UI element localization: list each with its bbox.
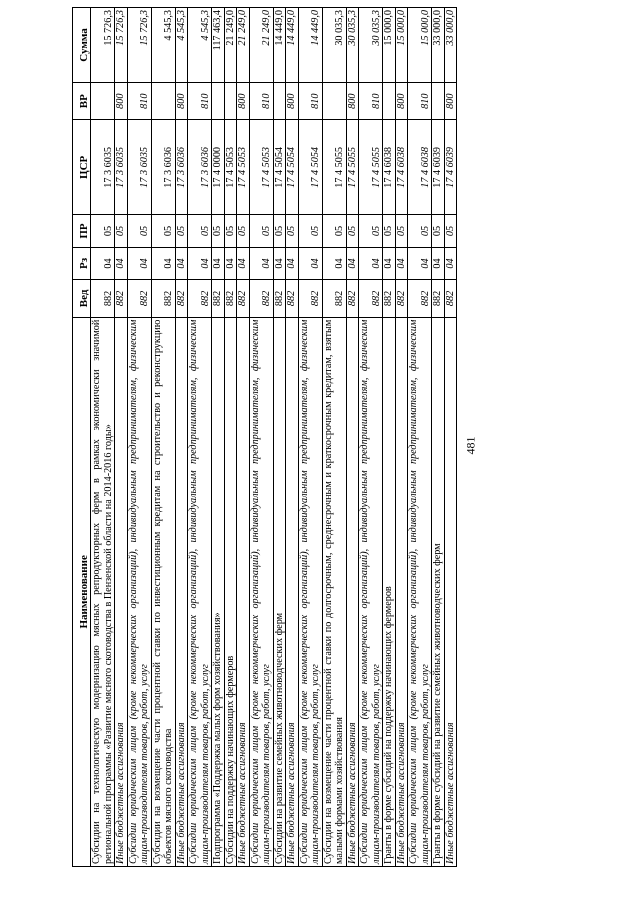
cell-sum: 33 000,0 (444, 8, 457, 83)
cell-name: Иные бюджетные ассигнования (286, 317, 299, 866)
header-vr: ВР (73, 82, 91, 119)
cell-vr: 810 (298, 82, 322, 119)
cell-name: Субсидии юридическим лицам (кроме некоммерческих организаций), индивидуальным предпринимателям, физическим лицам-производителям товаров, работ, услуг (249, 317, 273, 866)
cell-vr (224, 82, 237, 119)
cell-sum: 30 035,3 (359, 8, 383, 83)
cell-pr: 05 (359, 215, 383, 247)
table-row (346, 8, 359, 867)
table-row (127, 8, 151, 867)
table-row (175, 8, 188, 867)
cell-pr: 05 (286, 215, 299, 247)
cell-csr: 17 4 6038 (408, 120, 432, 215)
header-rz: Рз (73, 247, 91, 279)
table-header-row (73, 8, 91, 867)
cell-csr: 17 4 5055 (322, 120, 346, 215)
cell-name: Субсидии на технологическую модернизацию мясных репродукторных ферм в рамках экономически значимой региональной программы «Развитие мясного скотоводства в Пензенской области на 2014-2016 годы» (91, 317, 115, 866)
cell-ved: 882 (432, 280, 445, 317)
cell-vr (322, 82, 346, 119)
cell-rz: 04 (115, 247, 128, 279)
cell-rz: 04 (286, 247, 299, 279)
budget-table (72, 7, 457, 867)
cell-ved: 882 (188, 280, 212, 317)
cell-ved: 882 (237, 280, 250, 317)
cell-name: Гранты в форме субсидий на развитие семейных животноводческих ферм (432, 317, 445, 866)
cell-rz: 04 (359, 247, 383, 279)
cell-rz: 04 (432, 247, 445, 279)
table-row (212, 8, 225, 867)
cell-vr (432, 82, 445, 119)
cell-ved: 882 (151, 280, 175, 317)
cell-name: Иные бюджетные ассигнования (346, 317, 359, 866)
table-row (286, 8, 299, 867)
cell-sum: 4 545,3 (175, 8, 188, 83)
cell-pr: 05 (151, 215, 175, 247)
cell-pr: 05 (115, 215, 128, 247)
cell-name: Иные бюджетные ассигнования (395, 317, 408, 866)
header-ved: Вед (73, 280, 91, 317)
cell-sum: 4 545,3 (188, 8, 212, 83)
cell-sum: 15 726,3 (127, 8, 151, 83)
header-csr: ЦСР (73, 120, 91, 215)
cell-name: Иные бюджетные ассигнования (237, 317, 250, 866)
cell-rz: 04 (127, 247, 151, 279)
cell-ved: 882 (224, 280, 237, 317)
cell-csr: 17 3 6036 (175, 120, 188, 215)
cell-rz: 04 (91, 247, 115, 279)
cell-pr: 05 (224, 215, 237, 247)
table-row (298, 8, 322, 867)
cell-vr: 800 (175, 82, 188, 119)
cell-sum: 15 000,0 (408, 8, 432, 83)
cell-ved: 882 (273, 280, 286, 317)
cell-sum: 21 249,0 (249, 8, 273, 83)
cell-vr: 800 (286, 82, 299, 119)
cell-rz: 04 (273, 247, 286, 279)
cell-pr: 05 (432, 215, 445, 247)
cell-rz: 04 (322, 247, 346, 279)
table-row (359, 8, 383, 867)
cell-csr: 17 4 5055 (359, 120, 383, 215)
cell-vr: 800 (444, 82, 457, 119)
cell-ved: 882 (395, 280, 408, 317)
table-body (91, 8, 457, 867)
cell-vr (273, 82, 286, 119)
cell-csr: 17 4 5053 (224, 120, 237, 215)
cell-sum: 4 545,3 (151, 8, 175, 83)
cell-name: Иные бюджетные ассигнования (115, 317, 128, 866)
cell-vr: 810 (359, 82, 383, 119)
cell-ved: 882 (127, 280, 151, 317)
cell-vr: 810 (408, 82, 432, 119)
header-sum: Сумма (73, 8, 91, 83)
cell-ved: 882 (175, 280, 188, 317)
cell-rz: 04 (224, 247, 237, 279)
cell-rz: 04 (175, 247, 188, 279)
cell-csr: 17 4 6039 (432, 120, 445, 215)
header-pr: ПР (73, 215, 91, 247)
cell-name: Иные бюджетные ассигнования (444, 317, 457, 866)
cell-vr (383, 82, 396, 119)
cell-rz: 04 (395, 247, 408, 279)
table-row (322, 8, 346, 867)
cell-pr: 05 (408, 215, 432, 247)
table-row (383, 8, 396, 867)
cell-csr: 17 4 5054 (286, 120, 299, 215)
cell-csr: 17 4 5053 (237, 120, 250, 215)
table-row (273, 8, 286, 867)
cell-vr (212, 82, 225, 119)
cell-rz: 04 (346, 247, 359, 279)
cell-ved: 882 (249, 280, 273, 317)
cell-name: Подпрограмма «Поддержка малых форм хозяйствования» (212, 317, 225, 866)
table-row (408, 8, 432, 867)
cell-sum: 14 449,0 (273, 8, 286, 83)
table-row (237, 8, 250, 867)
table-row (115, 8, 128, 867)
cell-rz: 04 (298, 247, 322, 279)
cell-csr: 17 4 6038 (395, 120, 408, 215)
cell-rz: 04 (249, 247, 273, 279)
cell-csr: 17 4 5054 (273, 120, 286, 215)
cell-ved: 882 (298, 280, 322, 317)
cell-ved: 882 (115, 280, 128, 317)
cell-pr: 05 (237, 215, 250, 247)
cell-csr: 17 3 6036 (188, 120, 212, 215)
cell-csr: 17 4 0000 (212, 120, 225, 215)
cell-vr: 810 (127, 82, 151, 119)
cell-pr: 05 (127, 215, 151, 247)
cell-name: Субсидии юридическим лицам (кроме некоммерческих организаций), индивидуальным предпринимателям, физическим лицам-производителям товаров, работ, услуг (359, 317, 383, 866)
cell-pr: 05 (273, 215, 286, 247)
cell-pr: 05 (298, 215, 322, 247)
cell-csr: 17 3 6035 (115, 120, 128, 215)
cell-sum: 117 463,4 (212, 8, 225, 83)
cell-name: Субсидии юридическим лицам (кроме некоммерческих организаций), индивидуальным предпринимателям, физическим лицам-производителям товаров, работ, услуг (408, 317, 432, 866)
cell-sum: 15 726,3 (115, 8, 128, 83)
cell-csr: 17 3 6035 (127, 120, 151, 215)
cell-csr: 17 4 5053 (249, 120, 273, 215)
cell-csr: 17 4 6039 (444, 120, 457, 215)
cell-pr: 05 (188, 215, 212, 247)
table-row (188, 8, 212, 867)
cell-vr: 800 (395, 82, 408, 119)
cell-sum: 21 249,0 (237, 8, 250, 83)
cell-name: Иные бюджетные ассигнования (175, 317, 188, 866)
cell-rz: 04 (151, 247, 175, 279)
table-row (395, 8, 408, 867)
cell-pr: 05 (249, 215, 273, 247)
cell-ved: 882 (346, 280, 359, 317)
table-row (151, 8, 175, 867)
cell-name: Субсидии юридическим лицам (кроме некоммерческих организаций), индивидуальным предпринимателям, физическим лицам-производителям товаров, работ, услуг (188, 317, 212, 866)
table-row (224, 8, 237, 867)
cell-name: Субсидии юридическим лицам (кроме некоммерческих организаций), индивидуальным предпринимателям, физическим лицам-производителям товаров, работ, услуг (298, 317, 322, 866)
cell-pr: 05 (383, 215, 396, 247)
cell-ved: 882 (359, 280, 383, 317)
cell-vr: 810 (188, 82, 212, 119)
cell-csr: 17 4 5054 (298, 120, 322, 215)
cell-ved: 882 (322, 280, 346, 317)
header-name: Наименование (73, 317, 91, 866)
cell-rz: 04 (237, 247, 250, 279)
cell-sum: 15 000,0 (383, 8, 396, 83)
cell-pr: 05 (322, 215, 346, 247)
cell-vr: 800 (237, 82, 250, 119)
cell-ved: 882 (408, 280, 432, 317)
cell-sum: 33 000,0 (432, 8, 445, 83)
cell-sum: 14 449,0 (298, 8, 322, 83)
cell-sum: 15 726,3 (91, 8, 115, 83)
table-row (444, 8, 457, 867)
cell-name: Субсидии на поддержку начинающих фермеров (224, 317, 237, 866)
cell-name: Субсидии на возмещение части процентной ставки по долгосрочным, среднесрочным и краткосрочным кредитам, взятым малыми формами хозяйствования (322, 317, 346, 866)
cell-vr: 800 (115, 82, 128, 119)
table-row (249, 8, 273, 867)
cell-vr (91, 82, 115, 119)
cell-csr: 17 3 6035 (91, 120, 115, 215)
table-row (432, 8, 445, 867)
page-number: 481 (463, 436, 478, 455)
cell-rz: 04 (188, 247, 212, 279)
cell-ved: 882 (212, 280, 225, 317)
cell-rz: 04 (383, 247, 396, 279)
cell-pr: 05 (175, 215, 188, 247)
cell-ved: 882 (286, 280, 299, 317)
cell-sum: 30 035,3 (346, 8, 359, 83)
cell-rz: 04 (212, 247, 225, 279)
cell-name: Гранты в форме субсидий на поддержку начинающих фермеров (383, 317, 396, 866)
cell-name: Субсидии на возмещение части процентной ставки по инвестиционным кредитам на строительство и реконструкцию объектов мясного скотоводства (151, 317, 175, 866)
rotated-page (72, 7, 578, 867)
cell-vr: 810 (249, 82, 273, 119)
cell-csr: 17 4 5055 (346, 120, 359, 215)
cell-rz: 04 (444, 247, 457, 279)
cell-csr: 17 3 6036 (151, 120, 175, 215)
cell-pr: 05 (395, 215, 408, 247)
cell-sum: 30 035,3 (322, 8, 346, 83)
cell-name: Субсидии на развитие семейных животноводческих ферм (273, 317, 286, 866)
table-row (91, 8, 115, 867)
cell-csr: 17 4 6038 (383, 120, 396, 215)
cell-sum: 15 000,0 (395, 8, 408, 83)
cell-ved: 882 (91, 280, 115, 317)
cell-ved: 882 (383, 280, 396, 317)
cell-vr: 800 (346, 82, 359, 119)
cell-pr: 05 (212, 215, 225, 247)
cell-vr (151, 82, 175, 119)
cell-pr: 05 (91, 215, 115, 247)
cell-ved: 882 (444, 280, 457, 317)
cell-pr: 05 (346, 215, 359, 247)
cell-rz: 04 (408, 247, 432, 279)
cell-name: Субсидии юридическим лицам (кроме некоммерческих организаций), индивидуальным предпринимателям, физическим лицам-производителям товаров, работ, услуг (127, 317, 151, 866)
cell-sum: 21 249,0 (224, 8, 237, 83)
cell-sum: 14 449,0 (286, 8, 299, 83)
cell-pr: 05 (444, 215, 457, 247)
